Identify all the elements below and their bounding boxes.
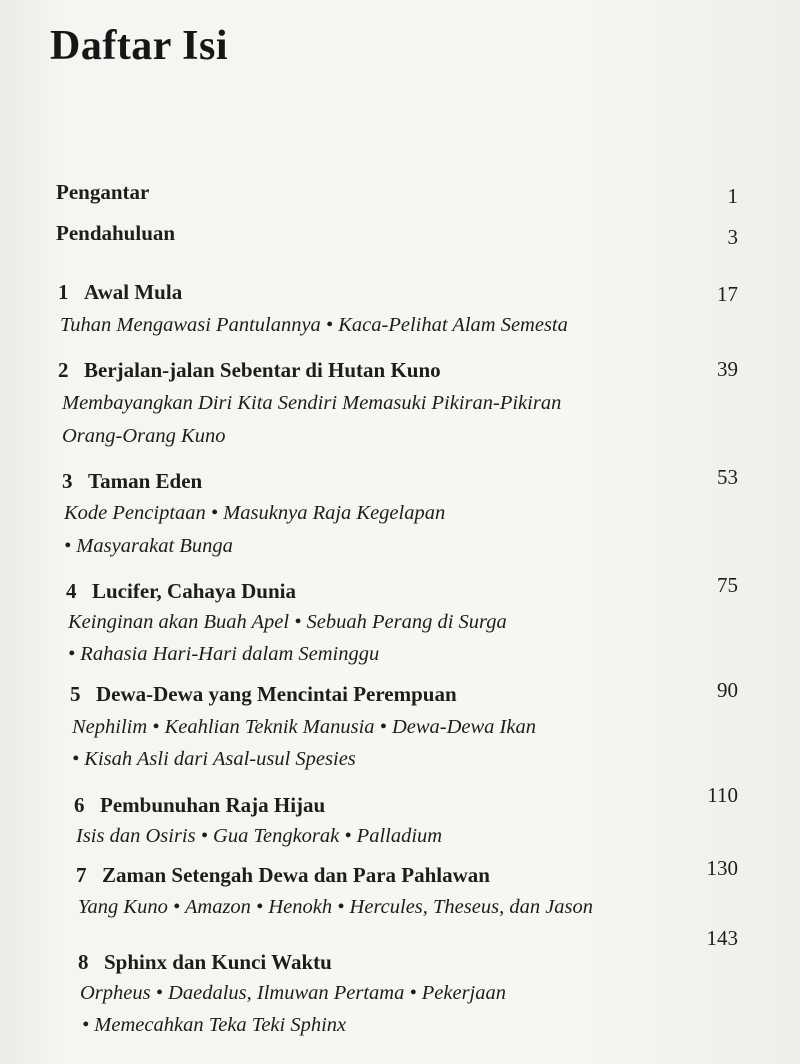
chapter-subtopics: Isis dan Osiris • Gua Tengkorak • Palladium bbox=[76, 825, 443, 847]
chapter-number: 8 bbox=[78, 950, 89, 974]
chapter-number: 6 bbox=[74, 793, 85, 817]
chapter-subtopics: Kode Penciptaan • Masuknya Raja Kegelapan bbox=[64, 502, 446, 524]
chapter-title: Lucifer, Cahaya Dunia bbox=[92, 579, 297, 603]
chapter-page: 17 bbox=[717, 282, 738, 306]
chapter-title: Sphinx dan Kunci Waktu bbox=[104, 950, 332, 974]
chapter-subtopics: Membayangkan Diri Kita Sendiri Memasuki Pikiran-Pikiran bbox=[62, 392, 562, 414]
chapter-number: 3 bbox=[62, 469, 73, 493]
chapter-number: 7 bbox=[76, 863, 87, 887]
chapter-subtopics: Keinginan akan Buah Apel • Sebuah Perang di Surga bbox=[68, 611, 507, 633]
chapter-subtopics: Nephilim • Keahlian Teknik Manusia • Dewa-Dewa Ikan bbox=[72, 716, 536, 738]
toc-entry-pengantar: Pengantar bbox=[56, 180, 150, 204]
chapter-heading bbox=[78, 950, 332, 975]
chapter-subtopics: • Memecahkan Teka Teki Sphinx bbox=[82, 1014, 347, 1036]
chapter-page: 39 bbox=[717, 357, 738, 381]
chapter-page: 130 bbox=[706, 856, 738, 880]
chapter-title: Taman Eden bbox=[88, 469, 203, 493]
chapter-title: Dewa-Dewa yang Mencintai Perempuan bbox=[96, 682, 457, 706]
chapter-heading bbox=[62, 469, 202, 494]
chapter-page: 110 bbox=[707, 783, 738, 807]
chapter-heading bbox=[66, 579, 296, 604]
chapter-subtopics: Yang Kuno • Amazon • Henokh • Hercules, Theseus, dan Jason bbox=[78, 896, 594, 918]
chapter-subtopics: Orpheus • Daedalus, Ilmuwan Pertama • Pekerjaan bbox=[80, 982, 507, 1004]
chapter-number: 4 bbox=[66, 579, 77, 603]
toc-entry-pendahuluan: Pendahuluan bbox=[56, 221, 176, 245]
chapter-title: Berjalan-jalan Sebentar di Hutan Kuno bbox=[84, 358, 441, 382]
chapter-heading bbox=[76, 863, 490, 888]
chapter-heading bbox=[70, 682, 457, 707]
page-title: Daftar Isi bbox=[50, 23, 229, 69]
chapter-page: 53 bbox=[717, 465, 738, 489]
chapter-subtopics: • Masyarakat Bunga bbox=[64, 535, 233, 557]
chapter-title: Zaman Setengah Dewa dan Para Pahlawan bbox=[102, 863, 490, 887]
chapter-title: Awal Mula bbox=[84, 280, 183, 304]
chapter-heading bbox=[58, 358, 441, 383]
chapter-subtopics: • Kisah Asli dari Asal-usul Spesies bbox=[72, 748, 356, 770]
toc-page-pendahuluan: 3 bbox=[727, 225, 738, 249]
chapter-page: 90 bbox=[717, 678, 738, 702]
chapter-subtopics: • Rahasia Hari-Hari dalam Seminggu bbox=[68, 643, 380, 665]
chapter-subtopics: Tuhan Mengawasi Pantulannya • Kaca-Pelihat Alam Semesta bbox=[60, 314, 568, 336]
chapter-title: Pembunuhan Raja Hijau bbox=[100, 793, 326, 817]
chapter-page: 75 bbox=[717, 573, 738, 597]
chapter-subtopics: Orang-Orang Kuno bbox=[62, 425, 226, 447]
chapter-heading bbox=[74, 793, 325, 818]
chapter-page: 143 bbox=[706, 926, 738, 950]
chapter-number: 1 bbox=[58, 280, 69, 304]
chapter-heading bbox=[58, 280, 182, 305]
toc-page-pengantar: 1 bbox=[727, 184, 738, 208]
chapter-number: 2 bbox=[58, 358, 69, 382]
chapter-number: 5 bbox=[70, 682, 81, 706]
